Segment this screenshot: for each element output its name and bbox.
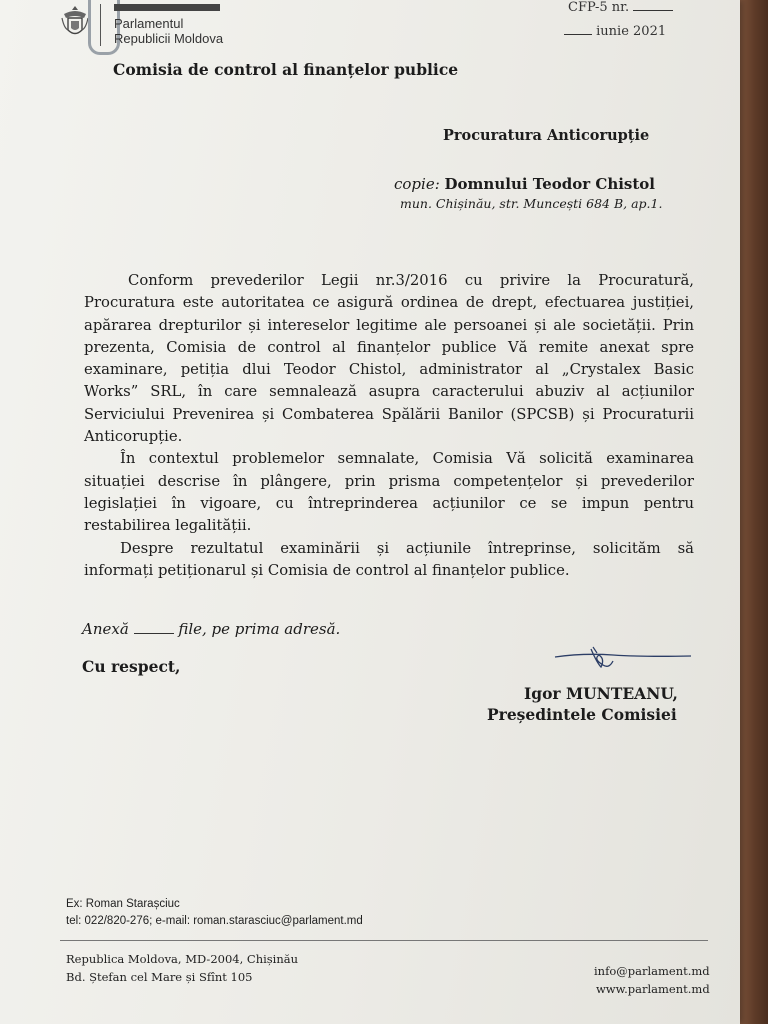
sender-committee: Comisia de control al finanțelor publice — [113, 60, 459, 79]
recipient: Procuratura Anticorupție — [443, 127, 650, 144]
body-line: Procuratura este autoritatea ce asigură ordinea de drept, efectuarea justiției, — [84, 294, 694, 312]
ref-number-blank — [633, 10, 673, 11]
institution-name — [114, 14, 223, 46]
body-paragraph-2 — [84, 448, 694, 537]
body-line: apărarea drepturilor și intereselor legitime ale persoanei și ale societății. Prin — [84, 316, 694, 334]
body-line: Anticorupție. — [84, 428, 183, 446]
body-line: Works” SRL, în care semnalează asupra caracterului abuziv al acțiunilor — [84, 383, 694, 401]
footer-address — [66, 950, 298, 986]
signer-name: Igor MUNTEANU, — [524, 684, 678, 703]
body-line: examinare, petiția dlui Teodor Chistol, administrator al „Crystalex Basic — [84, 361, 694, 379]
document-date — [564, 24, 666, 39]
executor-name: Ex: Roman Starașciuc — [66, 898, 180, 910]
body-line: Conform prevederilor Legii nr.3/2016 cu privire la Procuratură, — [128, 272, 694, 289]
institution-line2: Republicii Moldova — [114, 31, 224, 46]
header-bar — [114, 4, 220, 11]
body-line: legislației în vigoare, cu întreprinderea acțiunilor ce se impun pentru — [84, 494, 694, 512]
executor-info — [66, 896, 363, 930]
body-line: prezenta, Comisia de control al finanțelor publice Vă remite anexat spre — [84, 338, 694, 356]
signer-title: Președintele Comisiei — [487, 705, 677, 724]
copy-recipient — [394, 175, 655, 193]
reference-number — [568, 0, 673, 15]
body-line: restabilirea legalității. — [84, 517, 252, 535]
executor-contact: tel: 022/820-276; e-mail: roman.starasciuc@parlament.md — [66, 915, 363, 927]
handwritten-signature — [553, 645, 693, 675]
body-paragraph-3 — [84, 538, 694, 583]
closing-salutation: Cu respect, — [82, 657, 181, 676]
footer-address-line1: Republica Moldova, MD-2004, Chișinău — [66, 952, 299, 966]
body-line: situației descrise în plângere, prin prisma competențelor și prevederilor — [84, 472, 694, 490]
copy-prefix: copie: — [394, 175, 440, 193]
date-text: iunie 2021 — [596, 24, 667, 39]
ref-number-label: CFP-5 nr. — [568, 0, 630, 15]
header-divider — [100, 4, 101, 46]
copy-name: Domnului Teodor Chistol — [444, 175, 655, 193]
footer-contacts — [594, 962, 710, 998]
body-line: Despre rezultatul examinării și acțiunile întreprinse, solicităm să — [120, 539, 694, 557]
footer-address-line2: Bd. Ștefan cel Mare și Sfînt 105 — [66, 970, 253, 984]
body-line: În contextul problemelor semnalate, Comisia Vă solicită examinarea — [120, 450, 694, 468]
body-paragraph-1 — [84, 270, 694, 448]
body-line: informați petiționarul și Comisia de control al finanțelor publice. — [84, 561, 570, 579]
copy-address: mun. Chișinău, str. Muncești 684 B, ap.1. — [400, 196, 663, 211]
annex-suffix: file, pe prima adresă. — [178, 620, 341, 638]
footer-email: info@parlament.md — [594, 964, 710, 978]
letter-body — [84, 270, 694, 582]
date-day-blank — [564, 34, 592, 35]
institution-line1: Parlamentul — [114, 16, 184, 31]
annex-note — [82, 620, 340, 638]
annex-prefix: Anexă — [82, 620, 129, 638]
footer-website: www.parlament.md — [595, 982, 710, 996]
footer-divider — [60, 940, 708, 941]
annex-count-blank — [134, 633, 174, 634]
coat-of-arms-icon — [60, 4, 90, 40]
body-line: Serviciului Prevenirea și Combaterea Spălării Banilor (SPCSB) și Procuraturii — [84, 405, 694, 423]
